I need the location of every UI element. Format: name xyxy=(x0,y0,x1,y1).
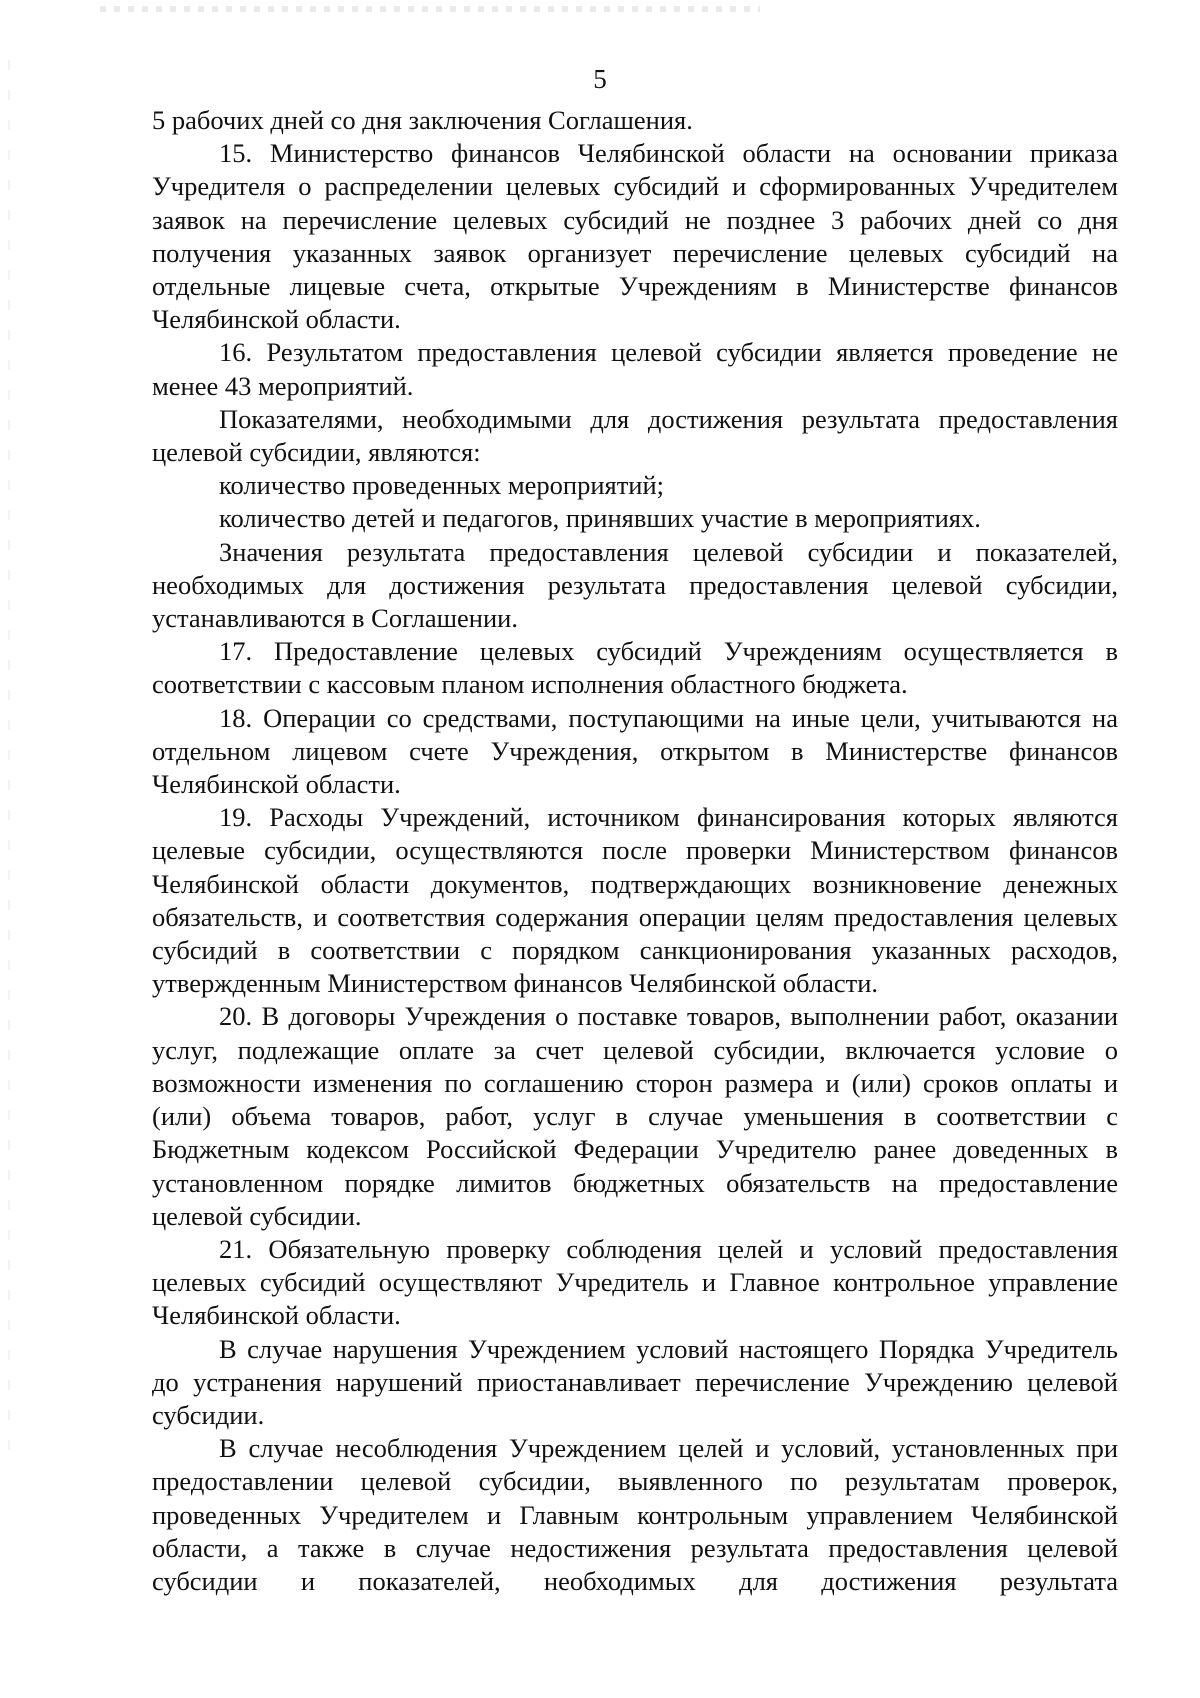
paragraph-20: 20. В договоры Учреждения о поставке товаров, выполнении работ, оказании услуг, подлежащие оплате за счет целевой субсидии, включается условие о возможности изменения по соглашению сторон размера и (или) сроков оплаты и (или) объема товаров, работ, услуг в случае уменьшения в соответствии с Бюджетным кодексом Российской Федерации Учредителю ранее доведенных в установленном порядке лимитов бюджетных обязательств на предоставление целевой субсидии. xyxy=(152,1001,1118,1231)
paragraph-21: 21. Обязательную проверку соблюдения целей и условий предоставления целевых субсидий осуществляют Учредитель и Главное контрольное управление Челябинской области. xyxy=(152,1233,1118,1331)
paragraph-18: 18. Операции со средствами, поступающими на иные цели, учитываются на отдельном лицевом счете Учреждения, открытом в Министерстве финансов Челябинской области. xyxy=(152,702,1118,800)
paragraph-noncompliance: В случае несоблюдения Учреждением целей и условий, установленных при предоставлении целевой субсидии, выявленного по результатам проверок, проведенных Учредителем и Главным контрольным управлением Челябинской области, а также в случае недостижения результата предоставления целевой субсидии и показателей, необходимых для достижения результата xyxy=(152,1433,1118,1596)
paragraph-values: Значения результата предоставления целевой субсидии и показателей, необходимых для достижения результата предоставления целевой субсидии, устанавливаются в Соглашении. xyxy=(152,536,1118,634)
paragraph-17: 17. Предоставление целевых субсидий Учреждениям осуществляется в соответствии с кассовым планом исполнения областного бюджета. xyxy=(152,636,1118,700)
scan-artifact-left xyxy=(8,60,10,1460)
indicator-item-participants: количество детей и педагогов, принявших участие в мероприятиях. xyxy=(219,503,981,534)
scan-artifact-top xyxy=(100,6,760,12)
paragraph-19: 19. Расходы Учреждений, источником финансирования которых являются целевые субсидии, осуществляются после проверки Министерством финансов Челябинской области документов, подтверждающих возникновение денежных обязательств, и соответствия содержания операции целям предоставления целевых субсидий в соответствии с порядком санкционирования указанных расходов, утвержденным Министерством финансов Челябинской области. xyxy=(152,802,1118,999)
page-number: 5 xyxy=(593,64,607,94)
indicator-item-events: количество проведенных мероприятий; xyxy=(219,470,665,501)
document-body xyxy=(152,104,1118,1598)
paragraph-continuation: 5 рабочих дней со дня заключения Соглашения. xyxy=(152,105,693,135)
paragraph-15: 15. Министерство финансов Челябинской области на основании приказа Учредителя о распределении целевых субсидий и сформированных Учредителем заявок на перечисление целевых субсидий не позднее 3 рабочих дней со дня получения указанных заявок организует перечисление целевых субсидий на отдельные лицевые счета, открытые Учреждениям в Министерстве финансов Челябинской области. xyxy=(152,138,1118,335)
paragraph-violation: В случае нарушения Учреждением условий настоящего Порядка Учредитель до устранения нарушений приостанавливает перечисление Учреждению целевой субсидии. xyxy=(152,1333,1118,1430)
paragraph-16: 16. Результатом предоставления целевой субсидии является проведение не менее 43 мероприятий. xyxy=(152,337,1118,401)
paragraph-indicators-intro: Показателями, необходимыми для достижения результата предоставления целевой субсидии, являются: xyxy=(152,403,1118,468)
